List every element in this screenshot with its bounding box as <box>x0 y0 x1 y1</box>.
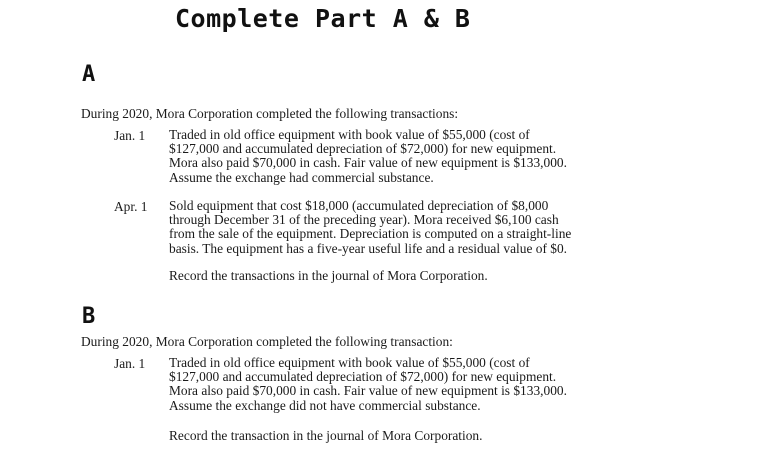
transaction-line: $127,000 and accumulated depreciation of $72,000) for new equipment. <box>169 141 557 157</box>
part-b-heading: B <box>82 304 96 329</box>
transaction-text <box>169 356 609 413</box>
transaction-line: Sold equipment that cost $18,000 (accumulated depreciation of $8,000 <box>169 198 549 213</box>
part-a-intro: During 2020, Mora Corporation completed the following transactions: <box>81 106 459 121</box>
part-a-heading: A <box>82 62 96 87</box>
page-title: Complete Part A & B <box>175 4 471 33</box>
transaction-text <box>169 128 609 185</box>
part-b-instruction: Record the transaction in the journal of Mora Corporation. <box>169 428 483 443</box>
transaction-line: Mora also paid $70,000 in cash. Fair value of new equipment is $133,000. <box>169 155 567 171</box>
transaction-line: $127,000 and accumulated depreciation of $72,000) for new equipment. <box>169 369 557 385</box>
transaction-line: Assume the exchange had commercial substance. <box>169 169 434 185</box>
transaction-line: Traded in old office equipment with book value of $55,000 (cost of <box>169 127 530 142</box>
transaction-line: Assume the exchange did not have commercial substance. <box>169 397 481 413</box>
transaction-line: from the sale of the equipment. Depreciation is computed on a straight-line <box>169 226 572 242</box>
transaction-line: Mora also paid $70,000 in cash. Fair value of new equipment is $133,000. <box>169 383 567 399</box>
transaction-date: Apr. 1 <box>114 199 148 214</box>
transaction-date: Jan. 1 <box>114 128 146 143</box>
part-a-instruction: Record the transactions in the journal of Mora Corporation. <box>169 268 488 283</box>
transaction-line: basis. The equipment has a five-year useful life and a residual value of $0. <box>169 240 567 256</box>
part-b-intro: During 2020, Mora Corporation completed the following transaction: <box>81 334 453 349</box>
transaction-line: through December 31 of the preceding year). Mora received $6,100 cash <box>169 212 559 228</box>
transaction-line: Traded in old office equipment with book value of $55,000 (cost of <box>169 355 530 370</box>
transaction-text <box>169 199 609 256</box>
transaction-date: Jan. 1 <box>114 356 146 371</box>
